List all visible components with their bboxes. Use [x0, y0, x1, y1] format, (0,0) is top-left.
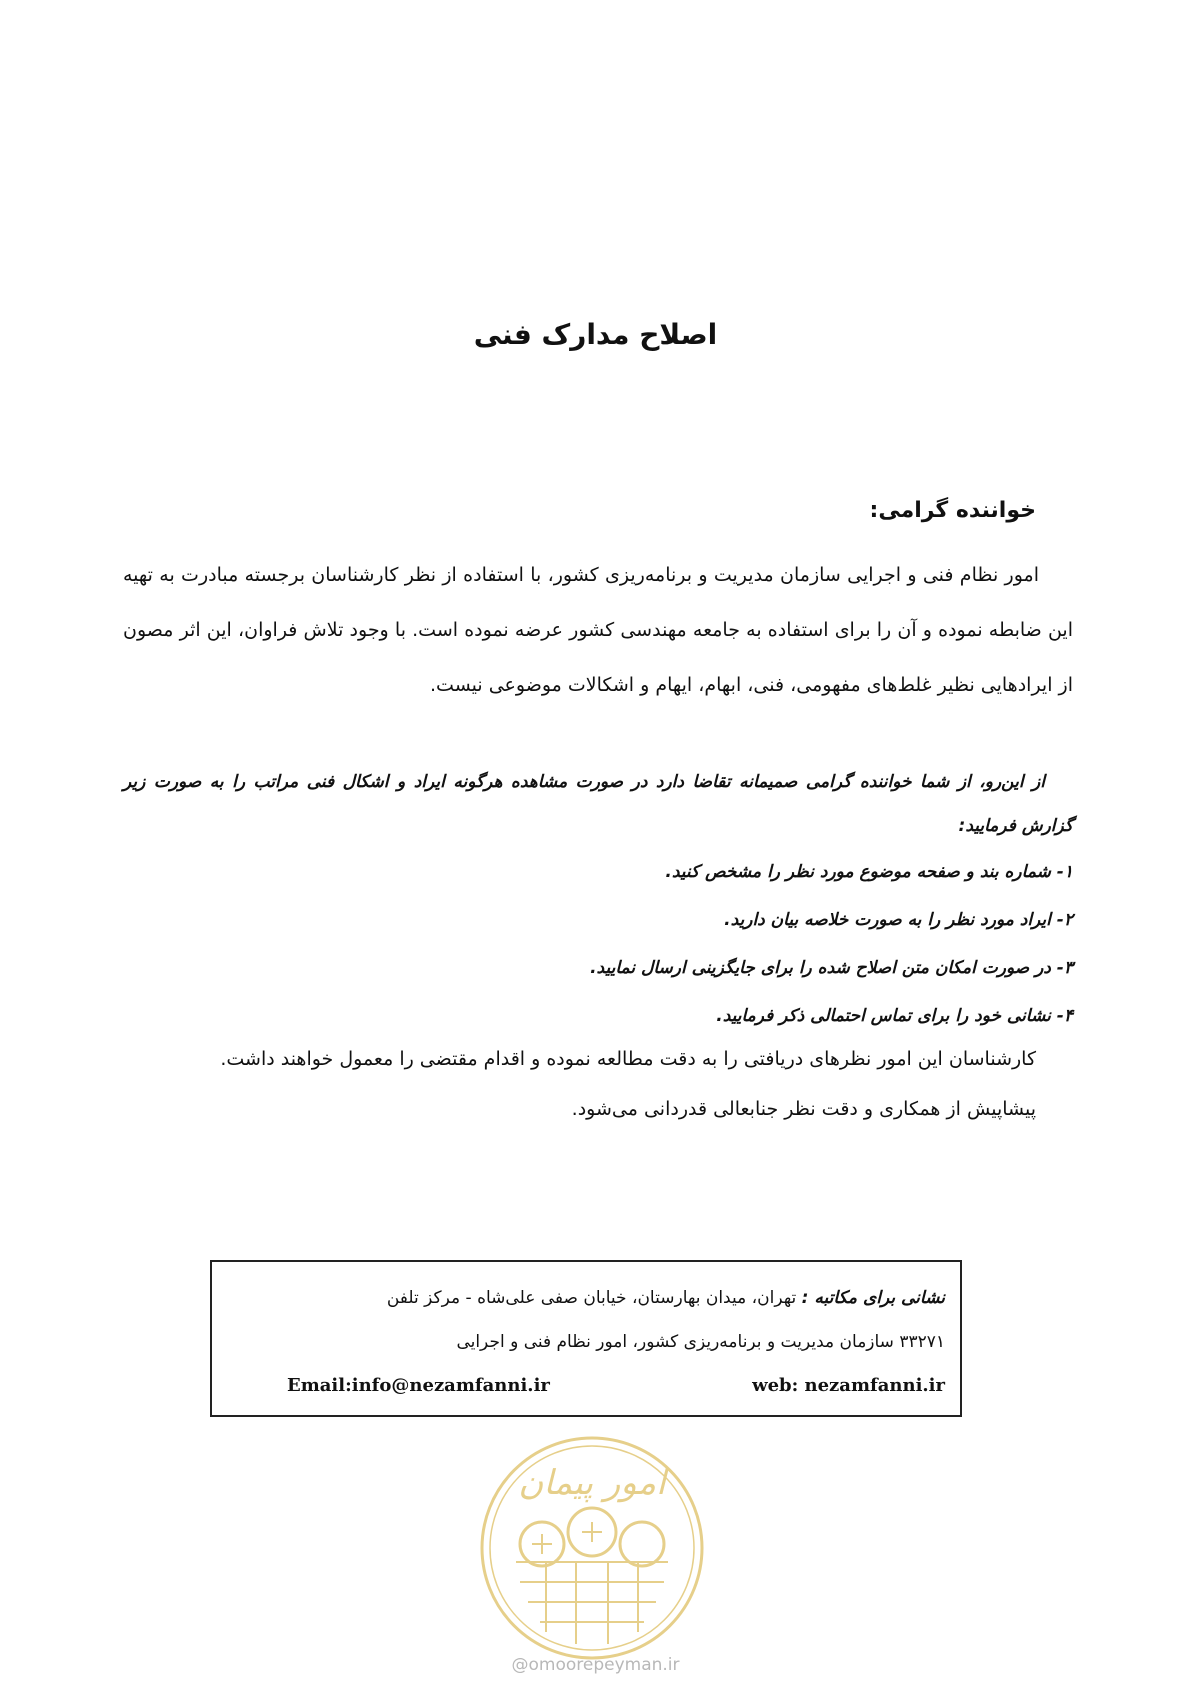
address-text: تهران، میدان بهارستان، خیابان صفی علی‌شاه - مرکز تلفن	[386, 1288, 802, 1308]
site-watermark-text: omoorepeyman.ir	[528, 1655, 680, 1675]
address-line-1	[227, 1276, 945, 1320]
closing-line: کارشناسان این امور نظرهای دریافتی را به دقت مطالعه نموده و اقدام مقتضی را معمول خواهند داشت.	[220, 1048, 1036, 1070]
intro-paragraph	[123, 548, 1073, 713]
address-line-2: ۳۳۲۷۱ سازمان مدیریت و برنامه‌ریزی کشور، امور نظام فنی و اجرایی	[456, 1332, 945, 1352]
address-label: نشانی برای مکاتبه :	[801, 1288, 945, 1308]
intro-text: امور نظام فنی و اجرایی سازمان مدیریت و برنامه‌ریزی کشور، با استفاده از نظر کارشناسان برجسته مبادرت به تهیه این ضابطه نموده و آن را برای استفاده به جامعه مهندسی کشور عرضه نموده است. با وجود تلاش فراوان، این اثر مصون از ایرادهایی نظیر غلط‌های مفهومی، فنی، ابهام، ایهام و اشکالات موضوعی نیست.	[123, 564, 1073, 696]
website: web: nezamfanni.ir	[752, 1375, 945, 1396]
request-section	[123, 760, 1073, 1040]
seal-text: امور پیمان	[518, 1463, 666, 1503]
request-lead: از این‌رو، از شما خواننده گرامی صمیمانه تقاضا دارد در صورت مشاهده هرگونه ایراد و اشکال فنی مراتب را به صورت زیر گزارش فرمایید:	[123, 772, 1073, 836]
contact-row	[227, 1364, 945, 1408]
seal-watermark	[476, 1432, 708, 1664]
address-box	[210, 1260, 962, 1417]
page-title: اصلاح مدارک فنی	[473, 318, 718, 351]
request-list	[123, 848, 1073, 1040]
email-address: Email:info@nezamfanni.ir	[287, 1375, 550, 1396]
request-item: ۳- در صورت امکان متن اصلاح شده را برای جایگزینی ارسال نمایید.	[590, 958, 1073, 978]
request-item: ۲- ایراد مورد نظر را به صورت خلاصه بیان دارید.	[724, 910, 1073, 930]
site-watermark	[0, 1655, 1191, 1675]
request-item: ۴- نشانی خود را برای تماس احتمالی ذکر فرمایید.	[716, 1006, 1073, 1026]
closing-line: پیشاپیش از همکاری و دقت نظر جنابعالی قدردانی می‌شود.	[571, 1098, 1036, 1120]
at-icon: @	[511, 1655, 529, 1675]
closing-paragraph	[136, 1034, 1036, 1134]
request-item: ۱- شماره بند و صفحه موضوع مورد نظر را مشخص کنید.	[665, 862, 1073, 882]
greeting-heading: خواننده گرامی:	[869, 498, 1036, 523]
